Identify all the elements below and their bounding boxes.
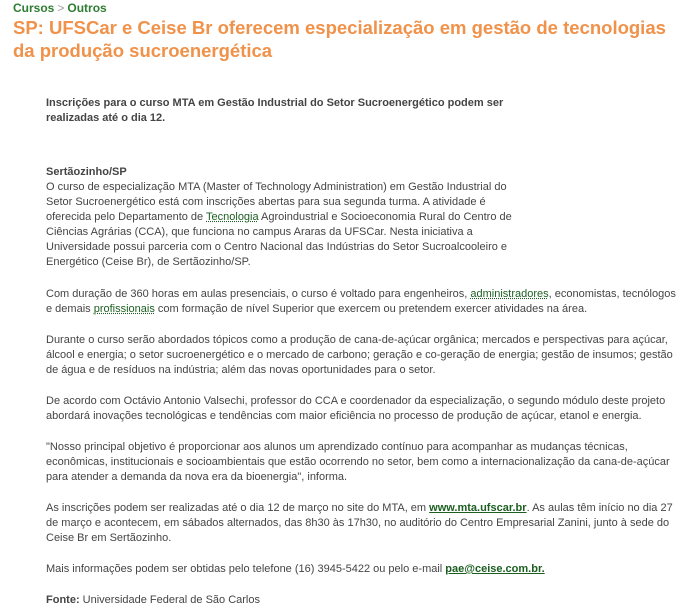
paragraph-6: As inscrições podem ser realizadas até o dia 12 de março no site do MTA, em www.mta.ufscar.br. As aulas têm início no dia 27 de março e acontecem, em sábados alternados, das 8h30 às 17h30, no auditório do Centro Empresarial Zanini, junto à sede do Ceise Br em Sertãozinho. — [46, 502, 673, 544]
dateline: Sertãozinho/SP — [46, 166, 127, 178]
breadcrumb-separator: > — [57, 1, 65, 15]
paragraph-7: Mais informações podem ser obtidas pelo telefone (16) 3945-5422 ou pelo e-mail pae@ceise.com.br. — [46, 563, 545, 575]
paragraph-5: "Nosso principal objetivo é proporcionar aos alunos um aprendizado contínuo para acompanhar as mudanças técnicas, econômicas, institucionais e socioambientais que estão ocorrendo no setor, bem como a internacionalização da cana-de-açúcar para atender a demanda da nova era da bioenergia", informa. — [46, 441, 670, 483]
paragraph-4: De acordo com Octávio Antonio Valsechi, professor do CCA e coordenador da especialização, o segundo módulo deste projeto abordará inovações tecnológicas e tendências com maior eficiência no processo de produção de açúcar, etanol e energia. — [46, 395, 666, 422]
source-line — [46, 593, 676, 608]
breadcrumb-cursos[interactable]: Cursos — [13, 1, 55, 15]
source-label: Fonte: — [46, 594, 80, 606]
breadcrumb — [13, 1, 107, 15]
source-name: Universidade Federal de São Carlos — [82, 594, 260, 606]
keyword-link-tecnologia[interactable]: Tecnologia — [206, 211, 259, 223]
article-body — [46, 96, 676, 608]
paragraph-2: Com duração de 360 horas em aulas presenciais, o curso é voltado para engenheiros, administradores, economistas, tecnólogos e demais profissionais com formação de nível Superior que exercem ou pretendem exercer atividades na área. — [46, 288, 676, 315]
article-title: SP: UFSCar e Ceise Br oferecem especialização em gestão de tecnologias da produção sucroenergética — [13, 17, 666, 61]
keyword-link-profissionais[interactable]: profissionais — [93, 303, 155, 315]
paragraph-1: Sertãozinho/SP O curso de especialização MTA (Master of Technology Administration) em Gestão Industrial do Setor Sucroenergético está com inscrições abertas para sua segunda turma. A atividade é oferecida pelo Departamento de Tecnologia Agroindustrial e Socioeconomia Rural do Centro de Ciências Agrárias (CCA), que funciona no campus Araras da UFSCar. Nesta iniciativa a Universidade possui parceria com o Centro Nacional das Indústrias do Setor Sucroalcooleiro e Energético (Ceise Br), de Sertãozinho/SP. — [46, 166, 512, 268]
paragraph-3: Durante o curso serão abordados tópicos como a produção de cana-de-açúcar orgânica; mercados e perspectivas para açúcar, álcool e energia; o setor sucroenergético e o mercado de carbono; geração e co-geração de energia; gestão de insumos; gestão de água e de resíduos na indústria; além das novas oportunidades para o setor. — [46, 334, 673, 376]
keyword-link-administradores[interactable]: administradores — [470, 288, 549, 300]
email-link[interactable]: pae@ceise.com.br. — [445, 563, 545, 575]
breadcrumb-outros[interactable]: Outros — [67, 1, 107, 15]
article-lead: Inscrições para o curso MTA em Gestão Industrial do Setor Sucroenergético podem ser realizadas até o dia 12. — [46, 97, 504, 124]
mta-website-link[interactable]: www.mta.ufscar.br — [429, 502, 527, 514]
